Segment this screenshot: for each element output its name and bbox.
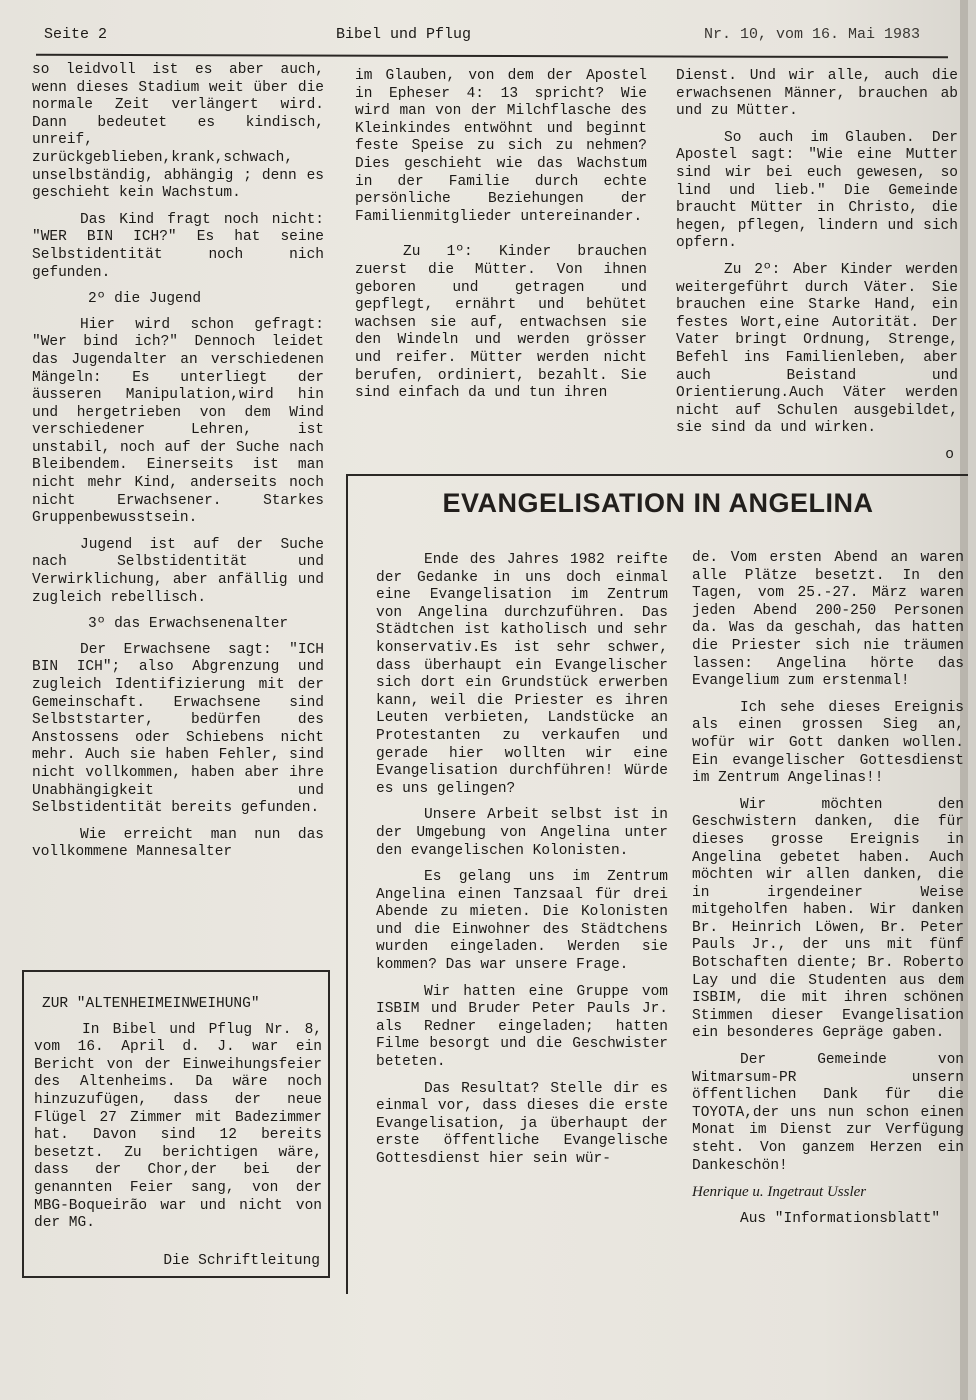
paragraph: Dienst. Und wir alle, auch die erwachsenen Männer, brauchen ab und zu Mütter. (676, 68, 958, 120)
paragraph: Das Resultat? Stelle dir es einmal vor, dass dieses die erste Evangelisation, ja überhaupt der erste öffentliche Evangelische Gottesdienst hier sein wür- (376, 1080, 668, 1167)
notice-text: In Bibel und Pflug Nr. 8, vom 16. April d. J. war ein Bericht von der Einweihungsfeier des Altenheims. Da wäre noch hinzuzufügen, dass der neue Flügel 27 Zimmer mit Badezimmer hat. Davon sind 12 bereits besetzt. Zu berichtigen wäre, dass der Chor,der bei der genannten Feier sang, von der MBG-Boqueirão war und nicht von der MG. (34, 1021, 322, 1232)
article-frame-left (346, 474, 348, 1294)
article-column-2 (692, 550, 964, 1237)
paragraph: Jugend ist auf der Suche nach Selbstidentität und Verwirklichung, aber anfällig und zugleich rebellisch. (32, 536, 324, 606)
paragraph: Wir möchten den Geschwistern danken, die für dieses grosse Ereignis in Angelina gebetet haben. Auch möchten wir allen danken, die in irgendeiner Weise mitgeholfen haben. Wir danken Br. Heinrich Löwen, Br. Peter Pauls Jr., der uns mit fünf Botschaften diente; Br. Roberto Lay und die Studenten aus dem ISBIM, die mit ihren schönen Stimmen dieser Evangelisation ein besonderes Gepräge gaben. (692, 796, 964, 1042)
article-source: Aus "Informationsblatt" (740, 1210, 941, 1227)
paragraph: So auch im Glauben. Der Apostel sagt: "Wie eine Mutter sind wir bei euch gewesen, so lind und lieb." Die Gemeinde braucht Mütter in Christo, die hegen, pflegen, lindern und sich opfern. (676, 129, 958, 252)
paragraph: Zu 1º: Kinder brauchen zuerst die Mütter. Von ihnen geboren und getragen und gepflegt, ernährt und behütet wachsen sie auf, entwachsen sie den Windeln und werden grösser und reifer. Mütter werden nicht berufen, ordiniert, bezahlt. Sie sind einfach da und tun ihren (355, 244, 647, 402)
paragraph: Wir hatten eine Gruppe vom ISBIM und Bruder Peter Pauls Jr. als Redner eingeladen; hatten Filme besorgt und die Geschwister beteten. (376, 983, 668, 1071)
paragraph: Zu 2º: Aber Kinder werden weitergeführt durch Väter. Sie brauchen eine Starke Hand, ein festes Wort,eine Autorität. Der Vater bringt Ordnung, Strenge, Befehl ins Familienleben, aber auch Beistand und Orientierung.Auch Väter werden nicht auf Schulen ausgebildet, sie sind da und wirken. (676, 261, 958, 437)
article-column-1 (376, 552, 668, 1178)
paragraph: Unsere Arbeit selbst ist in der Umgebung von Angelina unter den evangelischen Kolonisten. (376, 807, 668, 859)
paragraph: Wie erreicht man nun das vollkommene Mannesalter (32, 826, 324, 861)
column-1 (32, 62, 324, 871)
notice-title: ZUR "ALTENHEIMEINWEIHUNG" (42, 996, 260, 1012)
paragraph: Es gelang uns im Zentrum Angelina einen Tanzsaal für drei Abende zu mieten. Die Kolonisten und die Einwohner des Städtchens wurden eingeladen. Werden sie kommen? Das war unsere Frage. (376, 869, 668, 974)
article-title: EVANGELISATION IN ANGELINA (442, 488, 874, 518)
subheading-adulthood: 3º das Erwachsenenalter (88, 616, 289, 633)
notice-signature: Die Schriftleitung (163, 1252, 320, 1269)
paragraph: im Glauben, von dem der Apostel in Epheser 4: 13 spricht? Wie wird man von der Milchflasche des Kleinkindes entwöhnt und beginnt feste Speise zu sich zu nehmen? Dies geschieht wie das Wachstum in der Familie durch echte persönliche Beziehungen der Familienmitglieder untereinander. (355, 68, 647, 225)
paragraph: so leidvoll ist es aber auch, wenn dieses Stadium weit über die normale Zeit verlängert wird. Dann bedeutet es kindisch, unreif, zurückgeblieben,krank,schwach, unselbständig, abhängig ; denn es geschieht kein Wachstum. (32, 62, 324, 202)
paragraph: Hier wird schon gefragt: "Wer bind ich?" Dennoch leidet das Jugendalter an verschiedenen Mängeln: Es unterliegt der äusseren Manipulation,wird hin und hergetrieben von dem Wind verschiedener Lehren, ist unstabil, noch auf der Suche nach Bleibendem. Einerseits ist man nicht mehr Kind, anderseits noch nicht Erwachsener. Starkes Gruppenbewusstsein. (32, 316, 324, 527)
subheading-youth: 2º die Jugend (88, 291, 202, 308)
article-frame-top (346, 474, 968, 476)
issue-date: Nr. 10, vom 16. Mai 1983 (704, 26, 921, 43)
paragraph: Das Kind fragt noch nicht: "WER BIN ICH?" Es hat seine Selbstidentität noch nich gefunden. (32, 211, 324, 281)
paragraph: Der Erwachsene sagt: "ICH BIN ICH"; also Abgrenzung und zugleich Identifizierung mit der Gemeinschaft. Erwachsene sind Selbststarter, bedürfen des Anstossens oder Schiebens nicht mehr. Auch sie haben Fehler, sind nicht vollkommen, haben aber ihre Unabhängigkeit und Selbstidentität bereits gefunden. (32, 641, 324, 817)
publication-title: Bibel und Pflug (336, 26, 472, 43)
header-rule (36, 54, 948, 58)
paragraph: Der Gemeinde von Witmarsum-PR unsern öffentlichen Dank für die TOYOTA,der uns nun schon einen Monat im Dienst zur Verfügung steht. Von ganzem Herzen ein Dankeschön! (692, 1052, 964, 1174)
page-number: Seite 2 (44, 26, 108, 43)
end-mark: o (945, 446, 954, 463)
page-header (44, 26, 944, 50)
notice-box (22, 970, 330, 1278)
column-2 (355, 68, 647, 412)
paragraph: Ende des Jahres 1982 reifte der Gedanke in uns doch einmal eine Evangelisation im Zentrum von Angelina durchzuführen. Das Städtchen ist katholisch und sehr konservativ.Es ist sehr schwer, dass überhaupt ein Evangelischer sich dort ein Grundstück erwerben kann, weil die Priester es ihren Leuten verbieten, Landstücke an Protestanten zu verkaufen und gerade hier wollten wir eine Evangelisation durchführen! Würde es uns gelingen? (376, 552, 668, 797)
article-author: Henrique u. Ingetraut Ussler (692, 1184, 867, 1201)
column-3 (676, 68, 958, 464)
paragraph: Ich sehe dieses Ereignis als einen grossen Sieg an, wofür wir Gott danken wollen. Ein evangelischer Gottesdienst im Zentrum Angelinas!! (692, 699, 964, 787)
paragraph: de. Vom ersten Abend an waren alle Plätze besetzt. In den Tagen, vom 25.-27. März waren jeden Abend 200-250 Personen da. Was da geschah, das hatten die Priester sich nie träumen lassen: Angelina hörte das Evangelium zum erstenmal! (692, 550, 964, 690)
